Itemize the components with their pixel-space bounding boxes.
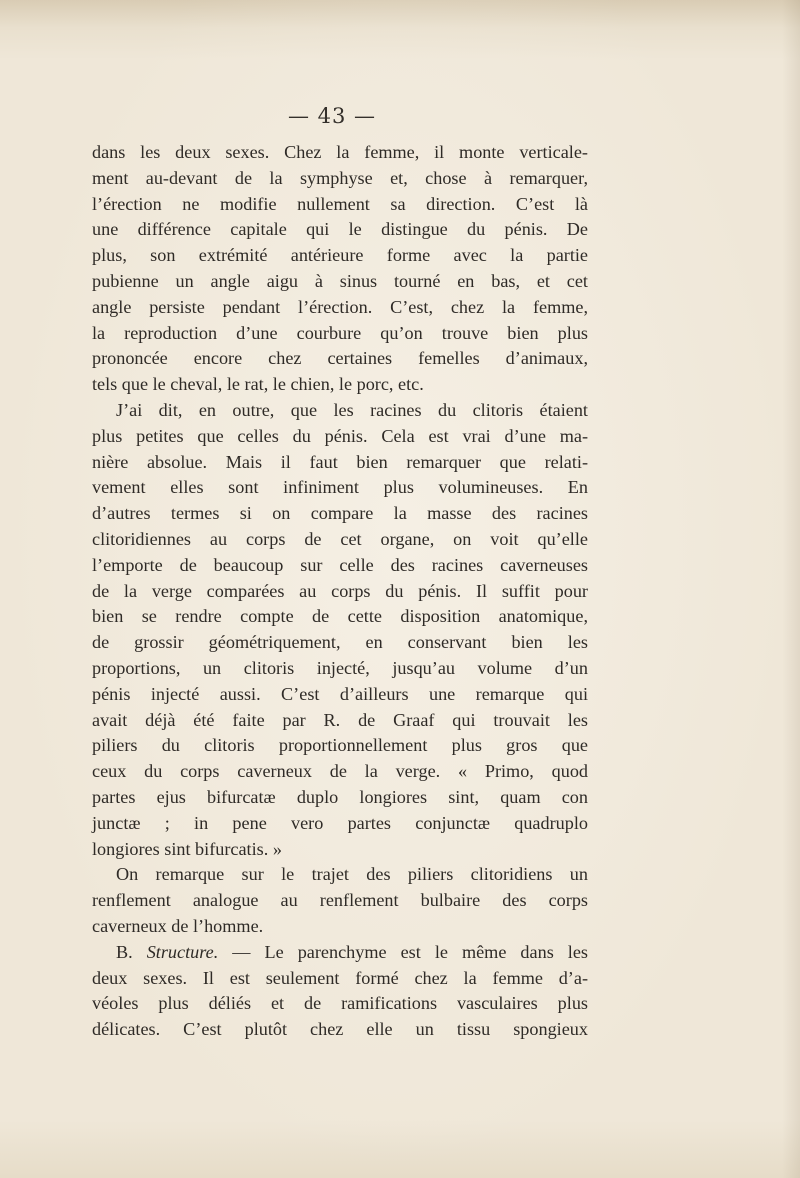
text-line: délicates. C’est plutôt chez elle un tissu spongieux [92,1019,588,1040]
text-line: dans les deux sexes. Chez la femme, il monte verticale- [92,142,588,162]
text-line: plus, son extrémité antérieure forme avec la partie [92,245,588,266]
text-line: piliers du clitoris proportionnellement plus gros que [92,735,588,756]
text-line: caverneux de l’homme. [92,915,264,936]
page-edge-shadow [782,0,800,1178]
text-line-structure [92,940,588,966]
structure-heading: Structure. [146,941,219,962]
text-line: d’autres termes si on compare la masse des racines [92,503,588,524]
text-line: junctæ ; in pene vero partes conjunctæ quadruplo [92,812,588,833]
text-line: longiores sint bifurcatis. » [92,838,282,859]
text-line: véoles plus déliés et de ramifications vasculaires plus [92,993,588,1014]
text-line: angle persiste pendant l’érection. C’est, chez la femme, [92,296,588,317]
text-line: prononcée encore chez certaines femelles d’animaux, [92,348,588,369]
text-line: l’érection ne modifie nullement sa direction. C’est là [92,193,588,214]
text-line: de la verge comparées au corps du pénis. Il suffit pour [92,580,588,601]
text-line: la reproduction d’une courbure qu’on trouve bien plus [92,322,588,343]
text-line: nière absolue. Mais il faut bien remarquer que relati- [92,451,588,472]
text-line: avait déjà été faite par R. de Graaf qui trouvait les [92,709,588,730]
text-line: ceux du corps caverneux de la verge. « Primo, quod [92,761,588,782]
text-line: tels que le cheval, le rat, le chien, le porc, etc. [92,374,424,395]
paragraph-group-2 [92,966,588,1043]
text-line: proportions, un clitoris injecté, jusqu’au volume d’un [92,657,588,678]
text-line: clitoridiennes au corps de cet organe, on voit qu’elle [92,528,588,549]
text-line: renflement analogue au renflement bulbaire des corps [92,890,588,911]
body-text [92,140,588,1043]
structure-prefix: B. [116,941,147,962]
text-line: partes ejus bifurcatæ duplo longiores sint, quam con [92,786,588,807]
text-line: pénis injecté aussi. C’est d’ailleurs une remarque qui [92,683,588,704]
structure-rest: — Le parenchyme est le même dans les [218,941,588,962]
text-line: l’emporte de beaucoup sur celle des racines caverneuses [92,554,588,575]
text-line: ment au-devant de la symphyse et, chose à remarquer, [92,167,588,188]
paragraph-group-1 [92,140,588,940]
text-line: deux sexes. Il est seulement formé chez la femme d’a- [92,967,588,988]
text-line: vement elles sont infiniment plus volumineuses. En [92,477,588,498]
text-line: bien se rendre compte de cette disposition anatomique, [92,606,588,627]
text-line: J’ai dit, en outre, que les racines du clitoris étaient [116,399,588,420]
text-line: plus petites que celles du pénis. Cela est vrai d’une ma- [92,425,588,446]
text-line: On remarque sur le trajet des piliers clitoridiens un [116,864,588,885]
text-line: pubienne un angle aigu à sinus tourné en bas, et cet [92,270,588,291]
text-line: de grossir géométriquement, en conservant bien les [92,632,588,653]
text-line: une différence capitale qui le distingue du pénis. De [92,219,588,240]
page-number: — 43 — [287,104,377,128]
